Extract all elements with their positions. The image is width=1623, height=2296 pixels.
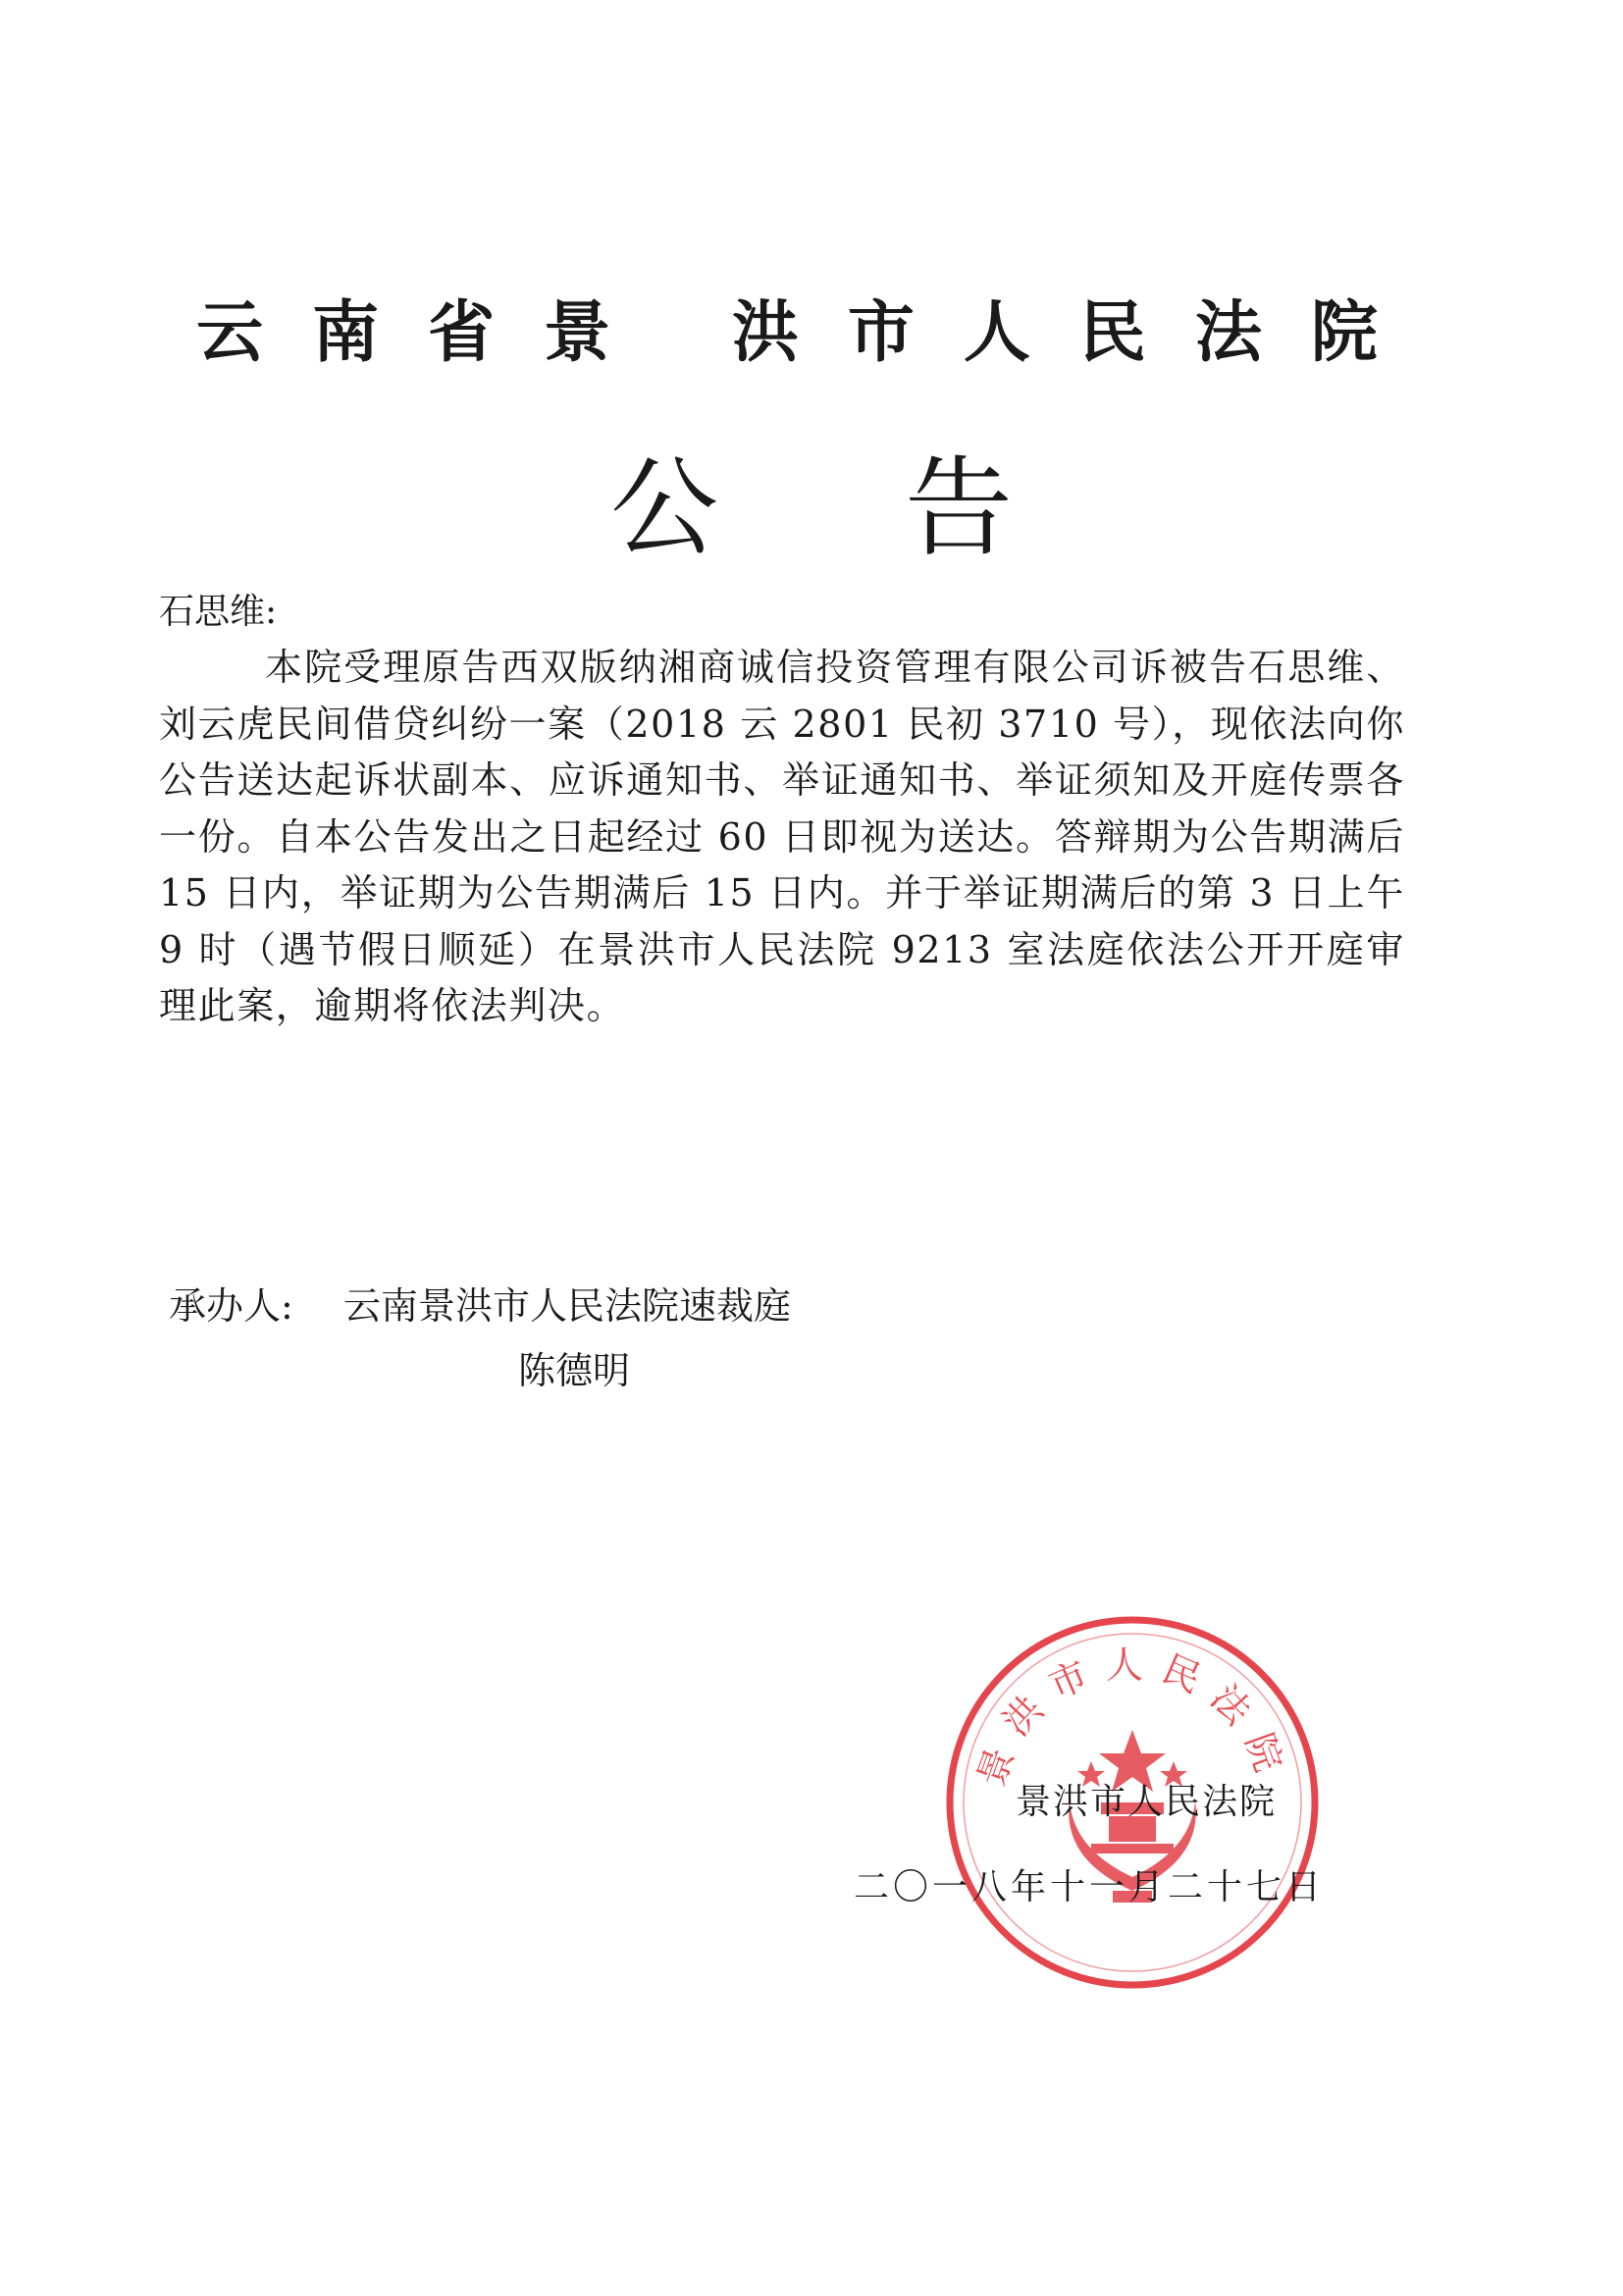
addressee: 石思维: — [159, 592, 278, 632]
handler-label: 承办人: — [169, 1284, 293, 1328]
issuing-court: 景洪市人民法院 — [1016, 1782, 1278, 1822]
handler-line — [169, 1276, 791, 1330]
seal-text: 景洪市人民法院 — [969, 1644, 1296, 1793]
issue-date: 二〇一八年十一月二十七日 — [854, 1867, 1326, 1907]
notice-body: 本院受理原告西双版纳湘商诚信投资管理有限公司诉被告石思维、刘云虎民间借贷纠纷一案（2018 云 2801 民初 3710 号），现依法向你公告送达起诉状副本、应诉通知书、举证通知书、举证须知及开庭传票各一份。自本公告发出之日起经过 60 日即视为送达。答辩期为公告期满后 15 日内，举证期为公告期满后 15 日内。并于举证期满后的第 3 日上午 9 时（遇节假日顺延）在景洪市人民法院 9213 室法庭依法公开开庭审理此案，逾期将依法判决。 — [159, 646, 1405, 1027]
handler-department: 云南景洪市人民法院速裁庭 — [343, 1284, 792, 1328]
notice-title: 公告 — [610, 445, 1199, 571]
handler-judge: 陈德明 — [518, 1349, 631, 1392]
court-name-heading: 云南省景 洪市人民法院 — [196, 294, 1427, 372]
